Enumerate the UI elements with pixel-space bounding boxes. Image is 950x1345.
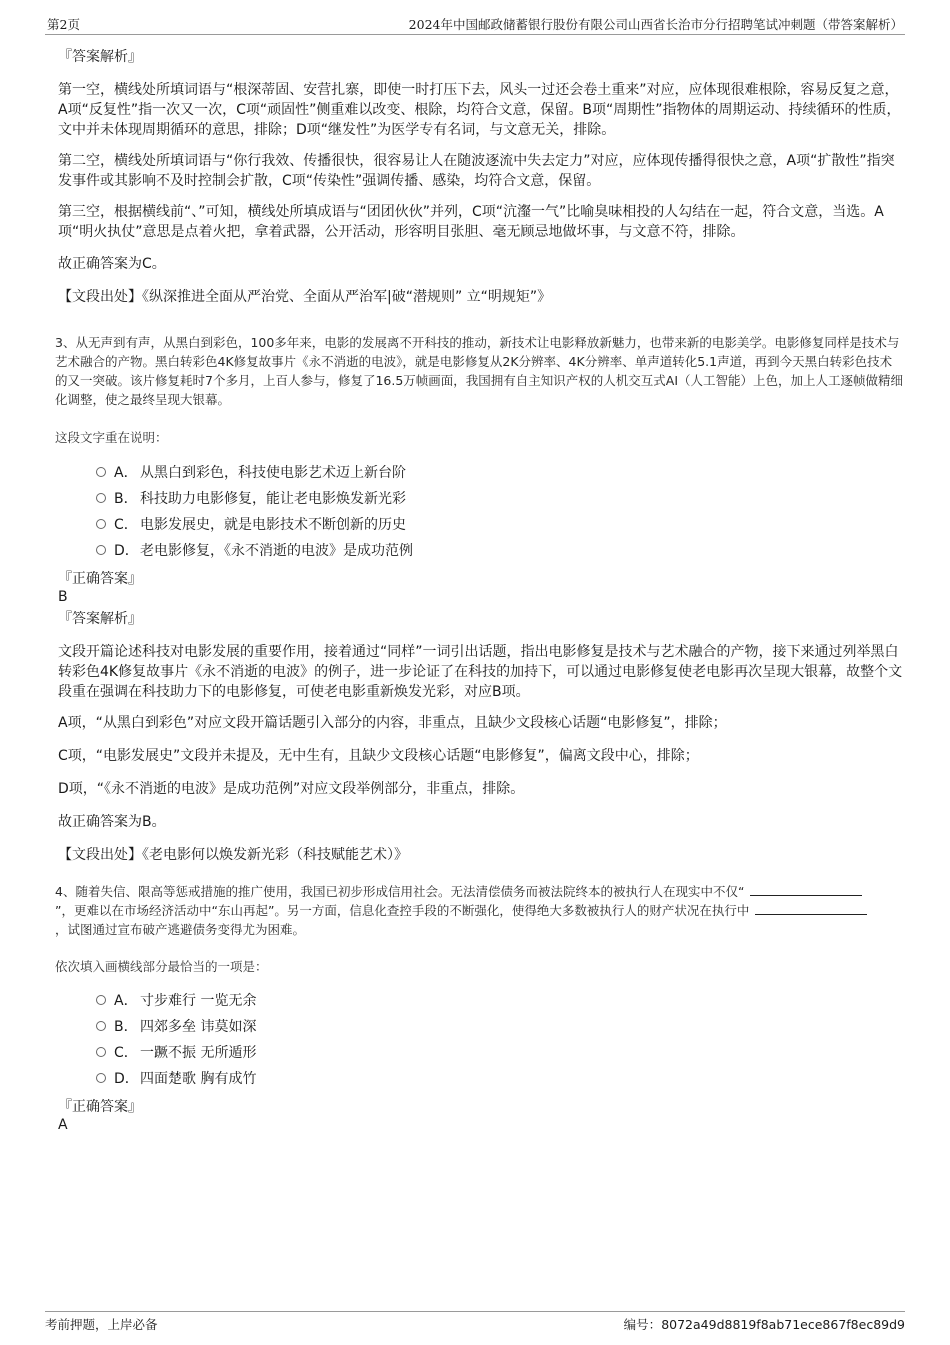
answer-label: 『正确答案』 [58, 1099, 142, 1115]
passage-source: 【文段出处】《纵深推进全面从严治党、全面从严治军|破“潜规则” 立“明规矩”》 [58, 289, 552, 305]
option-text: 从黑白到彩色，科技使电影艺术迈上新台阶 [140, 465, 406, 481]
analysis-paragraph: D项，“《永不消逝的电波》是成功范例”对应文段举例部分，非重点，排除。 [58, 781, 525, 797]
option-text: 寸步难行 一览无余 [140, 993, 257, 1009]
correct-answer: A [58, 1117, 68, 1133]
question-stem: 4、随着失信、限高等惩戒措施的推广使用，我国已初步形成信用社会。无法清偿债务而被法院终本的被执行人在现实中不仅“ ”，更难以在市场经济活动中“东山再起”。另一方面，信息化查控手段的不断强化，使得绝大多数被执行人的财产状况在执行中 ，试图通过宣布破产逃避债务变得尤为困难。 [55, 882, 904, 939]
question-prompt: 这段文字重在说明： [55, 430, 168, 445]
option-c[interactable]: C． 电影发展史，就是电影技术不断创新的历史 [96, 515, 406, 535]
option-a[interactable]: A． 寸步难行 一览无余 [96, 991, 256, 1011]
analysis-paragraph: 第一空，横线处所填词语与“根深蒂固、安营扎寨，即使一时打压下去，风头一过还会卷土重来”对应，应体现很难根除，容易反复之意，A项“反复性”指一次又一次，C项“顽固性”侧重难以改变、根除，均符合文意，保留。B项“周期性”指物体的周期运动、持续循环的性质，文中并未体现周期循环的意思，排除；D项“继发性”为医学专有名词，与文意无关，排除。 [58, 82, 901, 138]
analysis-conclusion: 故正确答案为C。 [58, 256, 166, 272]
radio-icon[interactable] [96, 995, 106, 1005]
option-text: 科技助力电影修复，能让老电影焕发新光彩 [140, 491, 406, 507]
option-a[interactable]: A． 从黑白到彩色，科技使电影艺术迈上新台阶 [96, 463, 406, 483]
option-b[interactable]: B． 科技助力电影修复，能让老电影焕发新光彩 [96, 489, 406, 509]
radio-icon[interactable] [96, 1047, 106, 1057]
radio-icon[interactable] [96, 467, 106, 477]
analysis-paragraph: A项，“从黑白到彩色”对应文段开篇话题引入部分的内容，非重点，且缺少文段核心话题“电影修复”，排除； [58, 715, 727, 731]
analysis-conclusion: 故正确答案为B。 [58, 814, 166, 830]
analysis-paragraph: 文段开篇论述科技对电影发展的重要作用，接着通过“同样”一词引出话题，指出电影修复是技术与艺术融合的产物，接下来通过列举黑白转彩色4K修复故事片《永不消逝的电波》的例子，进一步论证了在科技的加持下，可以通过电影修复使老电影再次呈现大银幕，故整个文段重在强调在科技助力下的电影修复，可使老电影重新焕发光彩，对应B项。 [58, 644, 903, 700]
option-text: 老电影修复，《永不消逝的电波》是成功范例 [140, 543, 413, 559]
answer-label: 『正确答案』 [58, 571, 142, 587]
analysis-label: 『答案解析』 [58, 49, 142, 65]
question-stem: 3、从无声到有声，从黑白到彩色，100多年来，电影的发展离不开科技的推动，新技术让电影释放新魅力，也带来新的电影美学。电影修复同样是技术与艺术融合的产物。黑白转彩色4K修复故事片《永不消逝的电波》，就是电影修复从2K分辨率、4K分辨率、单声道转化5.1声道，再到今天黑白转彩色技术的又一突破。该片修复耗时7个多月，上百人参与，修复了16.5万帧画面，我国拥有自主知识产权的人机交互式AI（人工智能）上色，加上人工逐帧做精细化调整，使之最终呈现大银幕。 [55, 335, 904, 407]
analysis-paragraph: C项，“电影发展史”文段并未提及，无中生有，且缺少文段核心话题“电影修复”，偏离文段中心，排除； [58, 748, 699, 764]
passage-source: 【文段出处】《老电影何以焕发新光彩（科技赋能艺术）》 [58, 847, 408, 863]
option-b[interactable]: B． 四郊多垒 讳莫如深 [96, 1017, 256, 1037]
option-text: 四面楚歌 胸有成竹 [140, 1071, 257, 1087]
option-d[interactable]: D．四面楚歌 胸有成竹 [96, 1069, 256, 1089]
radio-icon[interactable] [96, 1073, 106, 1083]
analysis-label: 『答案解析』 [58, 611, 142, 627]
option-d[interactable]: D．老电影修复，《永不消逝的电波》是成功范例 [96, 541, 413, 561]
fill-blank [750, 883, 862, 896]
radio-icon[interactable] [96, 1021, 106, 1031]
radio-icon[interactable] [96, 493, 106, 503]
question-prompt: 依次填入画横线部分最恰当的一项是： [55, 959, 268, 974]
page-header [45, 14, 905, 35]
page-number: 第2页 [47, 17, 80, 32]
footer-slogan: 考前押题，上岸必备 [45, 1317, 158, 1332]
radio-icon[interactable] [96, 545, 106, 555]
radio-icon[interactable] [96, 519, 106, 529]
option-c[interactable]: C． 一蹶不振 无所遁形 [96, 1043, 256, 1063]
fill-blank [755, 902, 867, 915]
analysis-paragraph: 第二空，横线处所填词语与“你行我效、传播很快，很容易让人在随波逐流中失去定力”对应，应体现传播得很快之意，A项“扩散性”指突发事件或其影响不及时控制会扩散，C项“传染性”强调传播、感染，均符合文意，保留。 [58, 153, 895, 189]
option-text: 四郊多垒 讳莫如深 [140, 1019, 257, 1035]
document-code: 编号：8072a49d8819f8ab71ece867f8ec89d9 [623, 1317, 905, 1332]
option-text: 一蹶不振 无所遁形 [140, 1045, 257, 1061]
document-title: 2024年中国邮政储蓄银行股份有限公司山西省长治市分行招聘笔试冲刺题（带答案解析） [408, 17, 903, 32]
page-footer [45, 1311, 905, 1332]
correct-answer: B [58, 589, 68, 605]
analysis-paragraph: 第三空，根据横线前“、”可知，横线处所填成语与“团团伙伙”并列，C项“沆瀣一气”比喻臭味相投的人勾结在一起，符合文意，当选。A项“明火执仗”意思是点着火把，拿着武器，公开活动，形容明目张胆、毫无顾忌地做坏事，与文意不符，排除。 [58, 204, 884, 240]
option-text: 电影发展史，就是电影技术不断创新的历史 [140, 517, 406, 533]
